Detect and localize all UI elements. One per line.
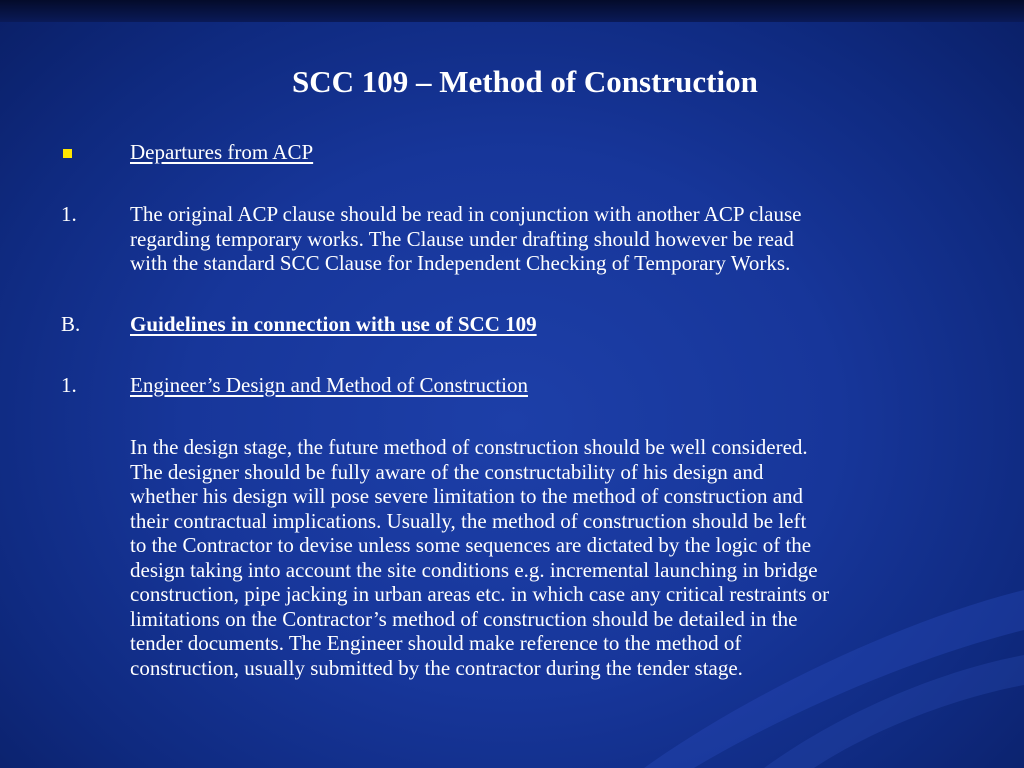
slide-title: SCC 109 – Method of Construction [292, 64, 758, 99]
text-line: design taking into account the site conditions e.g. incremental launching in bridge [130, 557, 818, 582]
item-number: 1. [61, 373, 77, 397]
text-line: tender documents. The Engineer should make reference to the method of [130, 631, 742, 655]
square-bullet-icon [63, 149, 72, 158]
heading-guidelines: Guidelines in connection with use of SCC 109 [130, 312, 537, 336]
text-line: to the Contractor to devise unless some sequences are dictated by the logic of the [130, 533, 812, 557]
text-line: their contractual implications. Usually, the method of construction should be left [130, 508, 807, 533]
section-letter: B. [61, 312, 81, 336]
text-line: limitations on the Contractor’s method of construction should be detailed in the [130, 606, 798, 631]
heading-engineers-design: Engineer’s Design and Method of Construction [130, 373, 528, 397]
top-band [0, 0, 1024, 22]
paragraph-original-acp [130, 202, 960, 276]
text-line: In the design stage, the future method of construction should be well considered. [130, 435, 808, 459]
text-line: construction, pipe jacking in urban areas etc. in which case any critical restraints or [130, 582, 830, 606]
item-number: 1. [61, 202, 77, 226]
text-line: The original ACP clause should be read in conjunction with another ACP clause [130, 202, 802, 226]
text-line: The designer should be fully aware of the constructability of his design and [130, 459, 764, 484]
text-line: with the standard SCC Clause for Independent Checking of Temporary Works. [130, 251, 791, 275]
text-line: construction, usually submitted by the contractor during the tender stage. [130, 655, 743, 680]
heading-departures-from-acp: Departures from ACP [130, 140, 314, 164]
text-line: regarding temporary works. The Clause under drafting should however be read [130, 226, 794, 251]
text-line: whether his design will pose severe limitation to the method of construction and [130, 484, 804, 508]
